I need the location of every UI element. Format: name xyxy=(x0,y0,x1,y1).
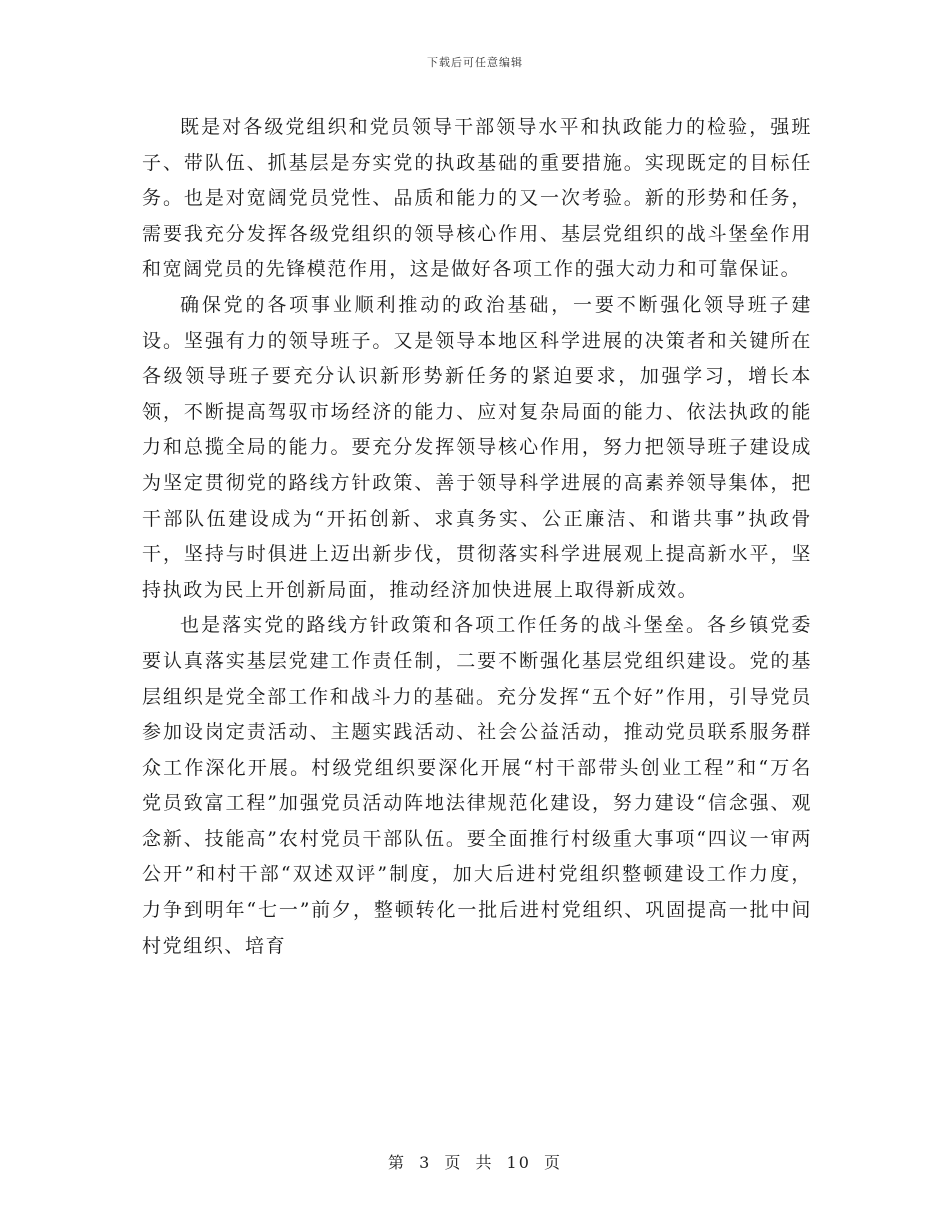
paragraph-3: 也是落实党的路线方针政策和各项工作任务的战斗堡垒。各乡镇党委要认真落实基层党建工作责任制，二要不断强化基层党组织建设。党的基层组织是党全部工作和战斗力的基础。充分发挥“五个好”作用，引导党员参加设岗定责活动、主题实践活动、社会公益活动，推动党员联系服务群众工作深化开展。村级党组织要深化开展“村干部带头创业工程”和“万名党员致富工程”加强党员活动阵地法律规范化建设，努力建设“信念强、观念新、技能高”农村党员干部队伍。要全面推行村级重大事项“四议一审两公开”和村干部“双述双评”制度，加大后进村党组织整顿建设工作力度，力争到明年“七一”前夕，整顿转化一批后进村党组织、巩固提高一批中间村党组织、培育 xyxy=(142,614,812,957)
paragraph-1: 既是对各级党组织和党员领导干部领导水平和执政能力的检验，强班子、带队伍、抓基层是夯实党的执政基础的重要措施。实现既定的目标任务。也是对宽阔党员党性、品质和能力的又一次考验。新的形势和任务，需要我充分发挥各级党组织的领导核心作用、基层党组织的战斗堡垒作用和宽阔党员的先锋模范作用，这是做好各项工作的强大动力和可靠保证。 xyxy=(142,116,812,281)
document-body xyxy=(142,110,812,964)
header-note: 下载后可任意编辑 xyxy=(427,56,523,69)
page-number: 第 3 页 共 10 页 xyxy=(388,1153,562,1172)
paragraph-2: 确保党的各项事业顺利推动的政治基础，一要不断强化领导班子建设。坚强有力的领导班子。又是领导本地区科学进展的决策者和关键所在各级领导班子要充分认识新形势新任务的紧迫要求，加强学习，增长本领，不断提高驾驭市场经济的能力、应对复杂局面的能力、依法执政的能力和总揽全局的能力。要充分发挥领导核心作用，努力把领导班子建设成为坚定贯彻党的路线方针政策、善于领导科学进展的高素养领导集体，把干部队伍建设成为“开拓创新、求真务实、公正廉洁、和谐共事”执政骨干，坚持与时俱进上迈出新步伐，贯彻落实科学进展观上提高新水平，坚持执政为民上开创新局面，推动经济加快进展上取得新成效。 xyxy=(142,293,812,601)
